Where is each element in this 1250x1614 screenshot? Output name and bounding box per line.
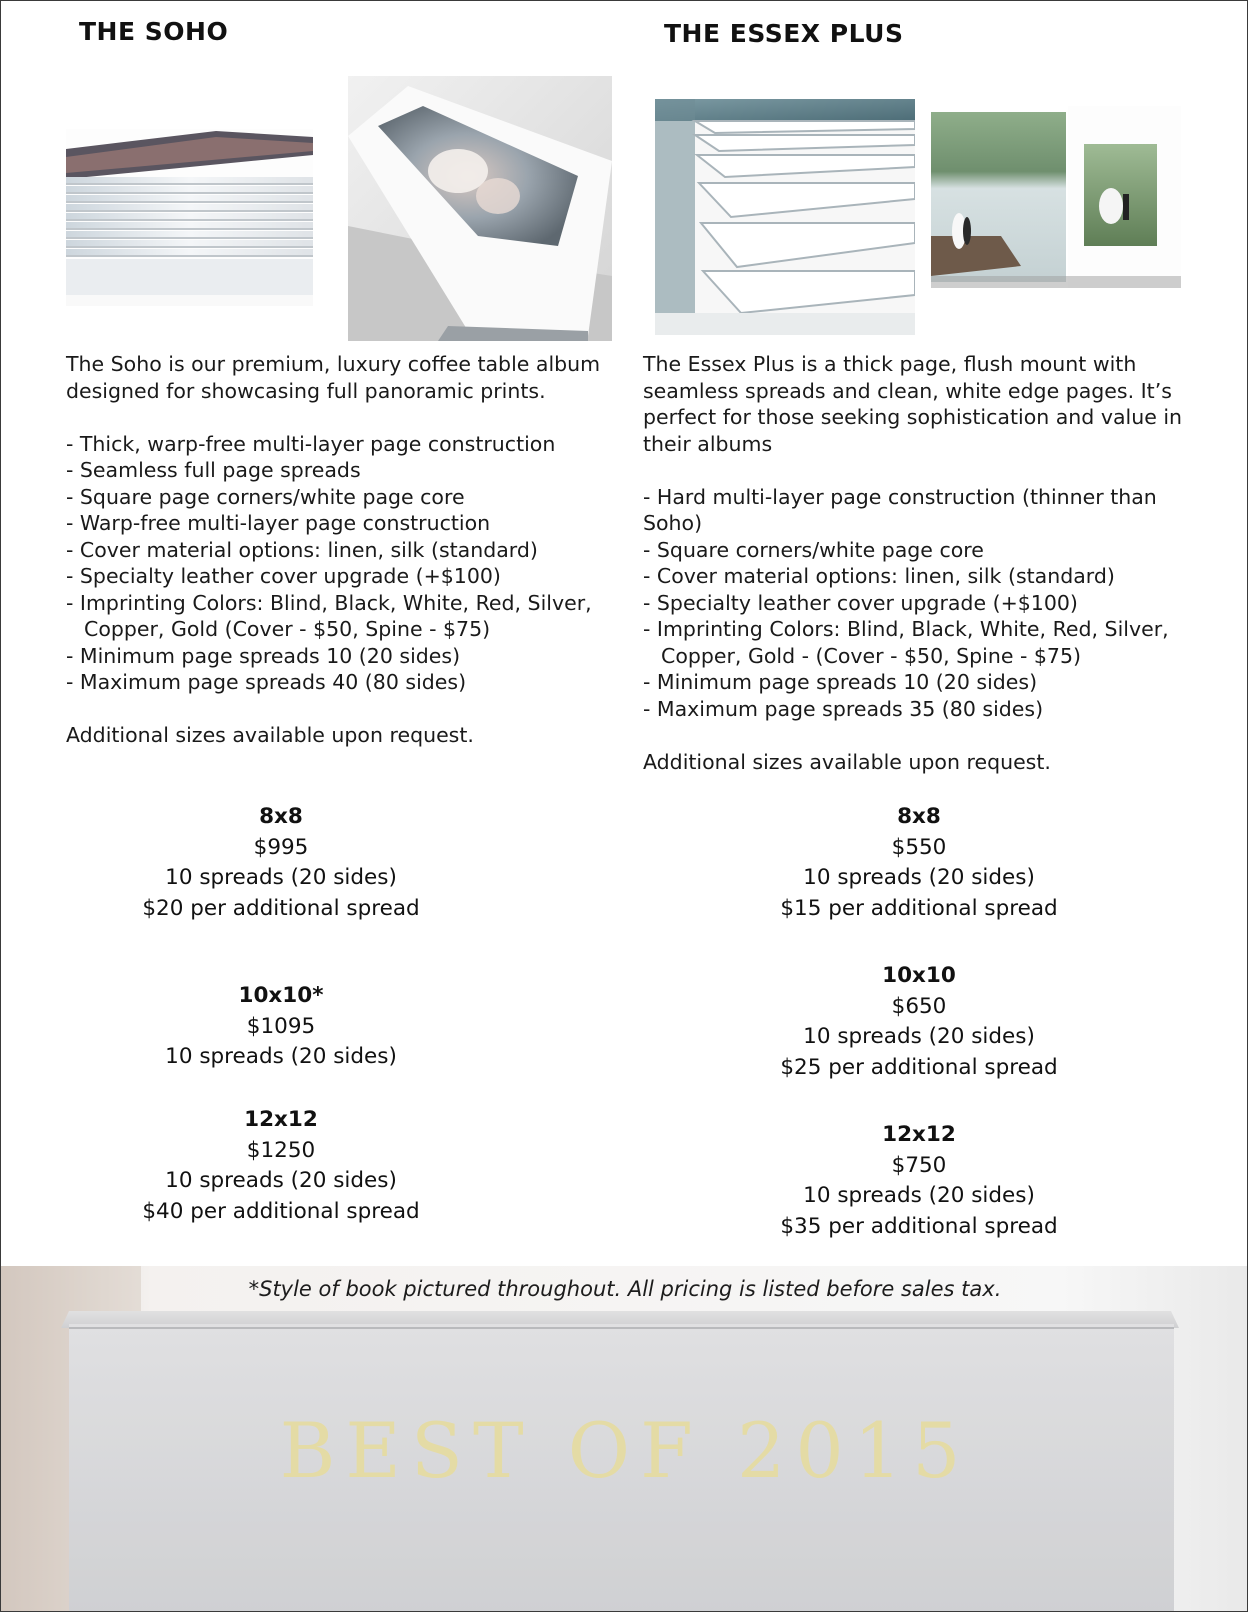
essex-title: THE ESSEX PLUS <box>664 19 904 48</box>
essex-album-edge-photo <box>655 99 915 335</box>
essex-price-8x8 <box>699 802 1139 924</box>
price-size: 10x10 <box>882 963 956 988</box>
price-spreads: 10 spreads (20 sides) <box>165 1044 397 1069</box>
essex-note: Additional sizes available upon request. <box>643 749 1051 774</box>
soho-album-stack-photo <box>66 129 313 306</box>
price-amount: $995 <box>253 834 309 860</box>
soho-feature-list <box>66 431 606 696</box>
essex-feature: - Cover material options: linen, silk (standard) <box>643 564 1115 588</box>
soho-feature: - Maximum page spreads 40 (80 sides) <box>66 670 467 694</box>
soho-album-page-photo <box>348 76 612 341</box>
soho-price-10x10 <box>61 981 501 1073</box>
price-extra: $25 per additional spread <box>780 1054 1058 1080</box>
soho-description <box>66 351 606 749</box>
essex-album-spread-photo <box>931 106 1181 288</box>
pricing-footnote: *Style of book pictured throughout. All pricing is listed before sales tax. <box>248 1277 1002 1301</box>
soho-price-8x8 <box>61 802 501 924</box>
price-size: 10x10* <box>238 983 324 1008</box>
essex-price-12x12 <box>699 1120 1139 1242</box>
essex-feature: - Maximum page spreads 35 (80 sides) <box>643 696 1044 721</box>
price-amount: $550 <box>891 834 947 860</box>
price-extra: $40 per additional spread <box>142 1198 420 1224</box>
price-amount: $1095 <box>246 1013 316 1039</box>
soho-feature: - Minimum page spreads 10 (20 sides) <box>66 643 461 668</box>
price-amount: $1250 <box>246 1137 316 1163</box>
essex-feature: - Specialty leather cover upgrade (+$100) <box>643 590 1078 615</box>
price-spreads: 10 spreads (20 sides) <box>165 1168 397 1193</box>
price-spreads: 10 spreads (20 sides) <box>165 865 397 890</box>
price-spreads: 10 spreads (20 sides) <box>803 865 1035 890</box>
soho-feature: - Thick, warp-free multi-layer page construction <box>66 431 556 456</box>
price-spreads: 10 spreads (20 sides) <box>803 1024 1035 1049</box>
essex-price-10x10 <box>699 961 1139 1083</box>
soho-note: Additional sizes available upon request. <box>66 723 474 747</box>
soho-title: THE SOHO <box>79 17 229 46</box>
price-extra: $35 per additional spread <box>780 1213 1058 1239</box>
price-size: 8x8 <box>897 804 941 829</box>
price-size: 12x12 <box>882 1122 956 1147</box>
price-extra: $20 per additional spread <box>142 895 420 921</box>
essex-description <box>643 351 1213 775</box>
soho-intro: The Soho is our premium, luxury coffee table album designed for showcasing full panoramic prints. <box>66 352 601 403</box>
price-size: 8x8 <box>259 804 303 829</box>
price-extra: $15 per additional spread <box>780 895 1058 921</box>
soho-feature: - Cover material options: linen, silk (standard) <box>66 537 538 562</box>
essex-feature: - Hard multi-layer page construction (thinner than Soho) <box>643 484 1157 535</box>
soho-feature: - Seamless full page spreads <box>66 458 361 482</box>
essex-intro: The Essex Plus is a thick page, flush mount with seamless spreads and clean, white edge pages. It’s perfect for those seeking sophistication and value in their albums <box>643 352 1183 456</box>
essex-feature: - Minimum page spreads 10 (20 sides) <box>643 670 1038 694</box>
essex-feature-list <box>643 484 1213 723</box>
soho-feature: - Square page corners/white page core <box>66 484 465 509</box>
soho-feature: - Specialty leather cover upgrade (+$100) <box>66 564 501 588</box>
price-size: 12x12 <box>244 1107 318 1132</box>
essex-feature: - Square corners/white page core <box>643 537 984 562</box>
soho-feature: - Imprinting Colors: Blind, Black, White, Red, Silver, Copper, Gold (Cover - $50, Spine - $75) <box>66 590 592 641</box>
soho-price-12x12 <box>61 1105 501 1227</box>
box-imprint-text: BEST OF 2015 <box>279 1406 971 1495</box>
essex-feature: - Imprinting Colors: Blind, Black, White, Red, Silver, Copper, Gold - (Cover - $50, Spine - $75) <box>643 617 1169 668</box>
price-spreads: 10 spreads (20 sides) <box>803 1183 1035 1208</box>
price-amount: $650 <box>891 993 947 1019</box>
soho-feature: - Warp-free multi-layer page construction <box>66 511 491 535</box>
price-amount: $750 <box>891 1152 947 1178</box>
